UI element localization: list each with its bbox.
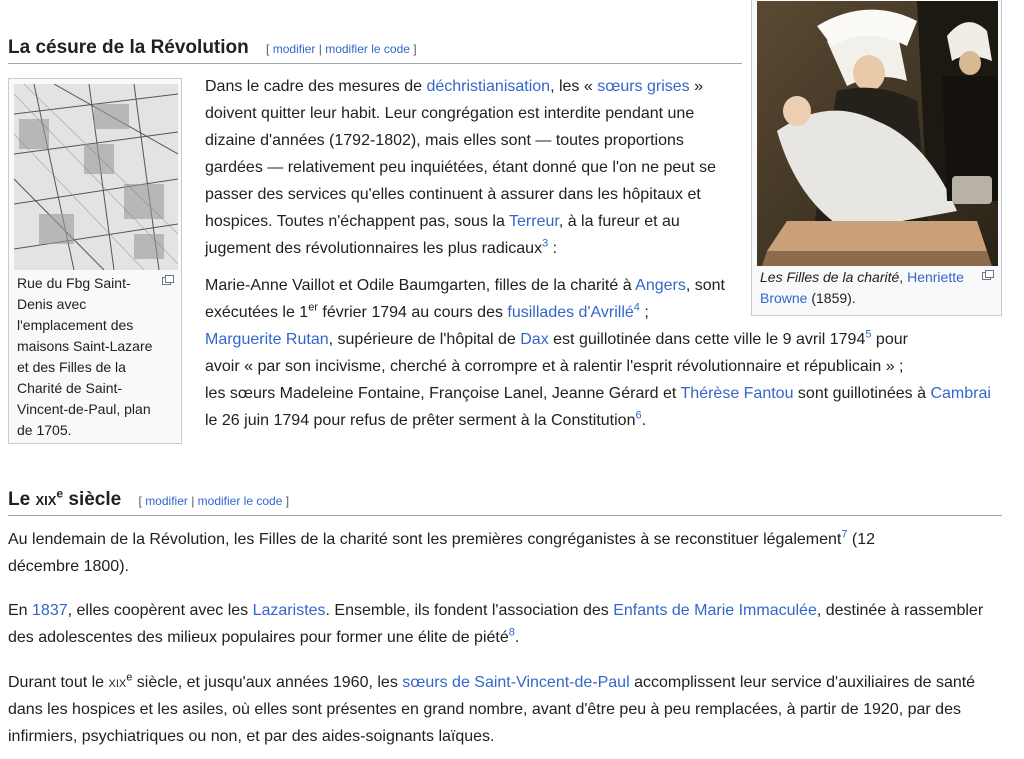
reference-link[interactable]: 7 (841, 528, 848, 541)
reference-link[interactable]: 6 (635, 409, 642, 422)
edit-links: [ modifier | modifier le code ] (266, 42, 417, 56)
list-item: les sœurs Madeleine Fontaine, Françoise Lanel, Jeanne Gérard et Thérèse Fantou sont guillotinées à Cambrai le 26 juin 1794 pour refus de prêter serment à la Constitution$^6$. (205, 385, 991, 429)
list-item: Marguerite Rutan, supérieure de l'hôpital de Dax est guillotinée dans cette ville le 9 avril 1794$^5$ pour avoir « par son incivisme, cherché à corrompre et à ralentir l'esprit révolutionnaire et républicain » ; (205, 328, 908, 375)
paragraph: Durant tout le xix$^e$ siècle, et jusqu'aux années 1960, les sœurs de Saint-Vincent-de-Paul accomplissent leur service d'auxiliaires de santé dans les hospices et les asiles, où elles sont présentes en grand nombre, avant d'être peu à peu remplacées, à partir de 1920, par des infirmiers, psychiatriques ou non, et par des aides-soignants laïques. (8, 671, 976, 745)
map-image[interactable] (14, 84, 178, 270)
section-heading-revolution (8, 36, 417, 61)
edit-link[interactable]: modifier (272, 42, 316, 56)
painting-caption: Les Filles de la charité, Henriette Browne (1859). (760, 269, 964, 306)
section-title: La césure de la Révolution (8, 37, 249, 58)
reference-link[interactable]: 8 (508, 626, 515, 639)
painting-thumbnail (751, 0, 1002, 316)
enlarge-icon[interactable] (162, 275, 173, 284)
section-heading-xix (8, 488, 289, 513)
link-dechristianisation[interactable]: déchristianisation (426, 78, 551, 95)
heading-rule (8, 63, 742, 64)
link-enfants-de-marie[interactable]: Enfants de Marie Immaculée (613, 602, 817, 619)
link-therese-fantou[interactable]: Thérèse Fantou (680, 385, 794, 402)
map-caption: Rue du Fbg Saint-Denis avec l'emplacement des maisons Saint-Lazare et des Filles de la Charité de Saint-Vincent-de-Paul, plan de 1705. (17, 275, 153, 438)
paragraph (205, 272, 1000, 434)
paragraph: En 1837, elles coopèrent avec les Lazaristes. Ensemble, ils fondent l'association des Enfants de Marie Immaculée, destinée à rassembler des adolescentes des milieux populaires pour former une élite de piété$^8$. (8, 602, 984, 646)
link-marguerite-rutan[interactable]: Marguerite Rutan (205, 331, 329, 348)
link-fusillades-avrille[interactable]: fusillades d'Avrillé (507, 304, 634, 321)
link-1837[interactable]: 1837 (32, 602, 68, 619)
link-soeurs-saint-vincent-de-paul[interactable]: sœurs de Saint-Vincent-de-Paul (402, 674, 630, 691)
caption-artist-link[interactable]: Henriette Browne (760, 269, 964, 306)
reference-link[interactable]: 3 (542, 237, 549, 250)
edit-source-link[interactable]: modifier le code (325, 42, 410, 56)
heading-rule (8, 515, 1002, 516)
list-item: Marie-Anne Vaillot et Odile Baumgarten, filles de la charité à Angers, sont exécutées le 1er février 1794 au cours des fusillades d'Avrillé$^4$ ; (205, 277, 725, 321)
reference-link[interactable]: 4 (633, 301, 640, 314)
link-terreur[interactable]: Terreur (509, 213, 559, 230)
edit-source-link[interactable]: modifier le code (197, 494, 283, 508)
link-angers[interactable]: Angers (635, 277, 686, 294)
edit-link[interactable]: modifier (145, 494, 188, 508)
paragraph: Dans le cadre des mesures de déchristianisation, les « sœurs grises » doivent quitter leur habit. Leur congrégation est interdite pendant une dizaine d'années (1792-1802), mais elles sont — toutes proportions gardées — relativement peu inquiétées, étant donné que l'on ne peut se passer des services qu'elles continuent à assurer dans les hôpitaux et hospices. Toutes n'échappent pas, sous la Terreur, à la fureur et au jugement des révolutionnaires les plus radicaux$^3$ : (205, 78, 716, 257)
map-thumbnail (8, 78, 182, 444)
paragraph: Au lendemain de la Révolution, les Filles de la charité sont les premières congréganistes à se reconstituer légalement$^7$ (12 décembre 1800). (8, 528, 876, 575)
link-lazaristes[interactable]: Lazaristes (252, 602, 326, 619)
painting-image[interactable] (757, 1, 998, 266)
reference-link[interactable]: 5 (865, 328, 872, 341)
edit-links: [ modifier | modifier le code ] (138, 494, 290, 508)
link-cambrai[interactable]: Cambrai (930, 385, 991, 402)
link-dax[interactable]: Dax (520, 331, 549, 348)
section-title: Le xix$^e$ siècle (8, 486, 122, 510)
link-soeurs-grises[interactable]: sœurs grises (597, 78, 690, 95)
